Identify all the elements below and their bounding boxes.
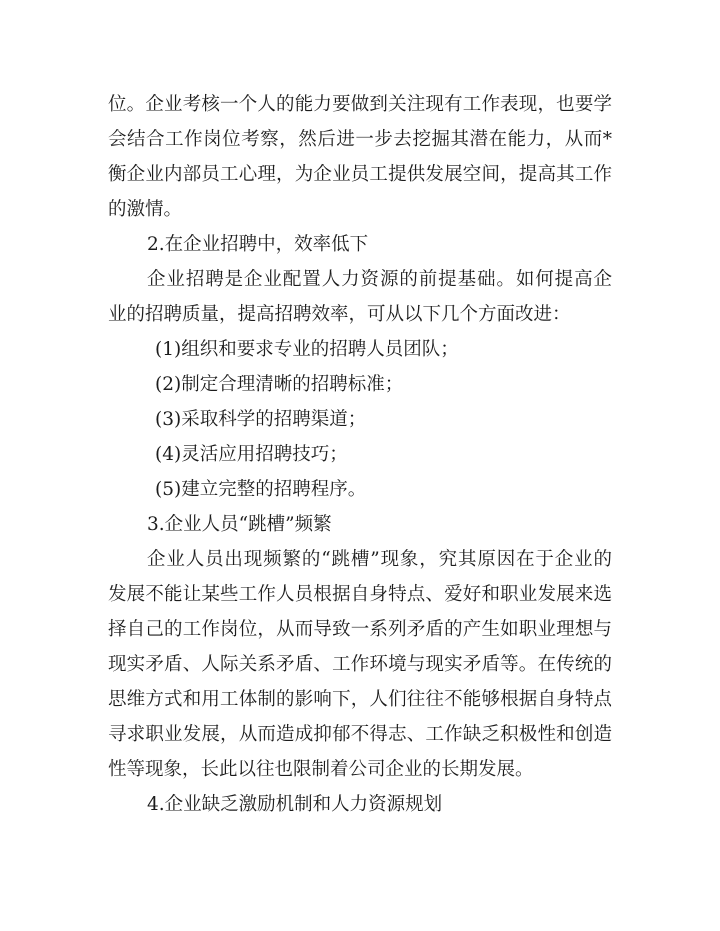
paragraph-recruitment	[108, 262, 612, 332]
paragraph-line: 衡企业内部员工心理，为企业员工提供发展空间，提高其工作	[108, 164, 612, 185]
paragraph-line: 性等现象，长此以往也限制着公司企业的长期发展。	[108, 759, 534, 780]
paragraph-line: 业的招聘质量，提高招聘效率，可从以下几个方面改进：	[108, 304, 571, 325]
list-item: (2)制定合理清晰的招聘标准；	[155, 374, 404, 395]
section-heading-2: 2.在企业招聘中，效率低下	[147, 234, 369, 255]
paragraph-line: 会结合工作岗位考察，然后进一步去挖掘其潜在能力，从而*	[108, 129, 612, 150]
document-body	[108, 87, 612, 822]
section-heading-3: 3.企业人员“跳槽”频繁	[147, 514, 332, 535]
paragraph-line: 企业人员出现频繁的“跳槽”现象，究其原因在于企业的	[147, 549, 612, 570]
list-item: (5)建立完整的招聘程序。	[155, 479, 367, 500]
paragraph-line: 择自己的工作岗位，从而导致一系列矛盾的产生如职业理想与	[108, 619, 612, 640]
paragraph-line: 企业招聘是企业配置人力资源的前提基础。如何提高企	[147, 269, 612, 290]
paragraph-job-hopping	[108, 542, 612, 787]
improvement-list	[108, 332, 612, 507]
paragraph-line: 思维方式和用工体制的影响下，人们往往不能够根据自身特点	[108, 689, 612, 710]
paragraph-line: 现实矛盾、人际关系矛盾、工作环境与现实矛盾等。在传统的	[108, 654, 612, 675]
paragraph-line: 的激情。	[108, 199, 183, 220]
paragraph-line: 位。企业考核一个人的能力要做到关注现有工作表现，也要学	[108, 94, 612, 115]
paragraph-continuation	[108, 87, 612, 227]
paragraph-line: 发展不能让某些工作人员根据自身特点、爱好和职业发展来选	[108, 584, 612, 605]
list-item: (3)采取科学的招聘渠道；	[155, 409, 367, 430]
list-item: (4)灵活应用招聘技巧；	[155, 444, 348, 465]
paragraph-line: 寻求职业发展，从而造成抑郁不得志、工作缺乏积极性和创造	[108, 724, 612, 745]
section-heading-4: 4.企业缺乏激励机制和人力资源规划	[147, 794, 443, 815]
list-item: (1)组织和要求专业的招聘人员团队；	[155, 339, 459, 360]
